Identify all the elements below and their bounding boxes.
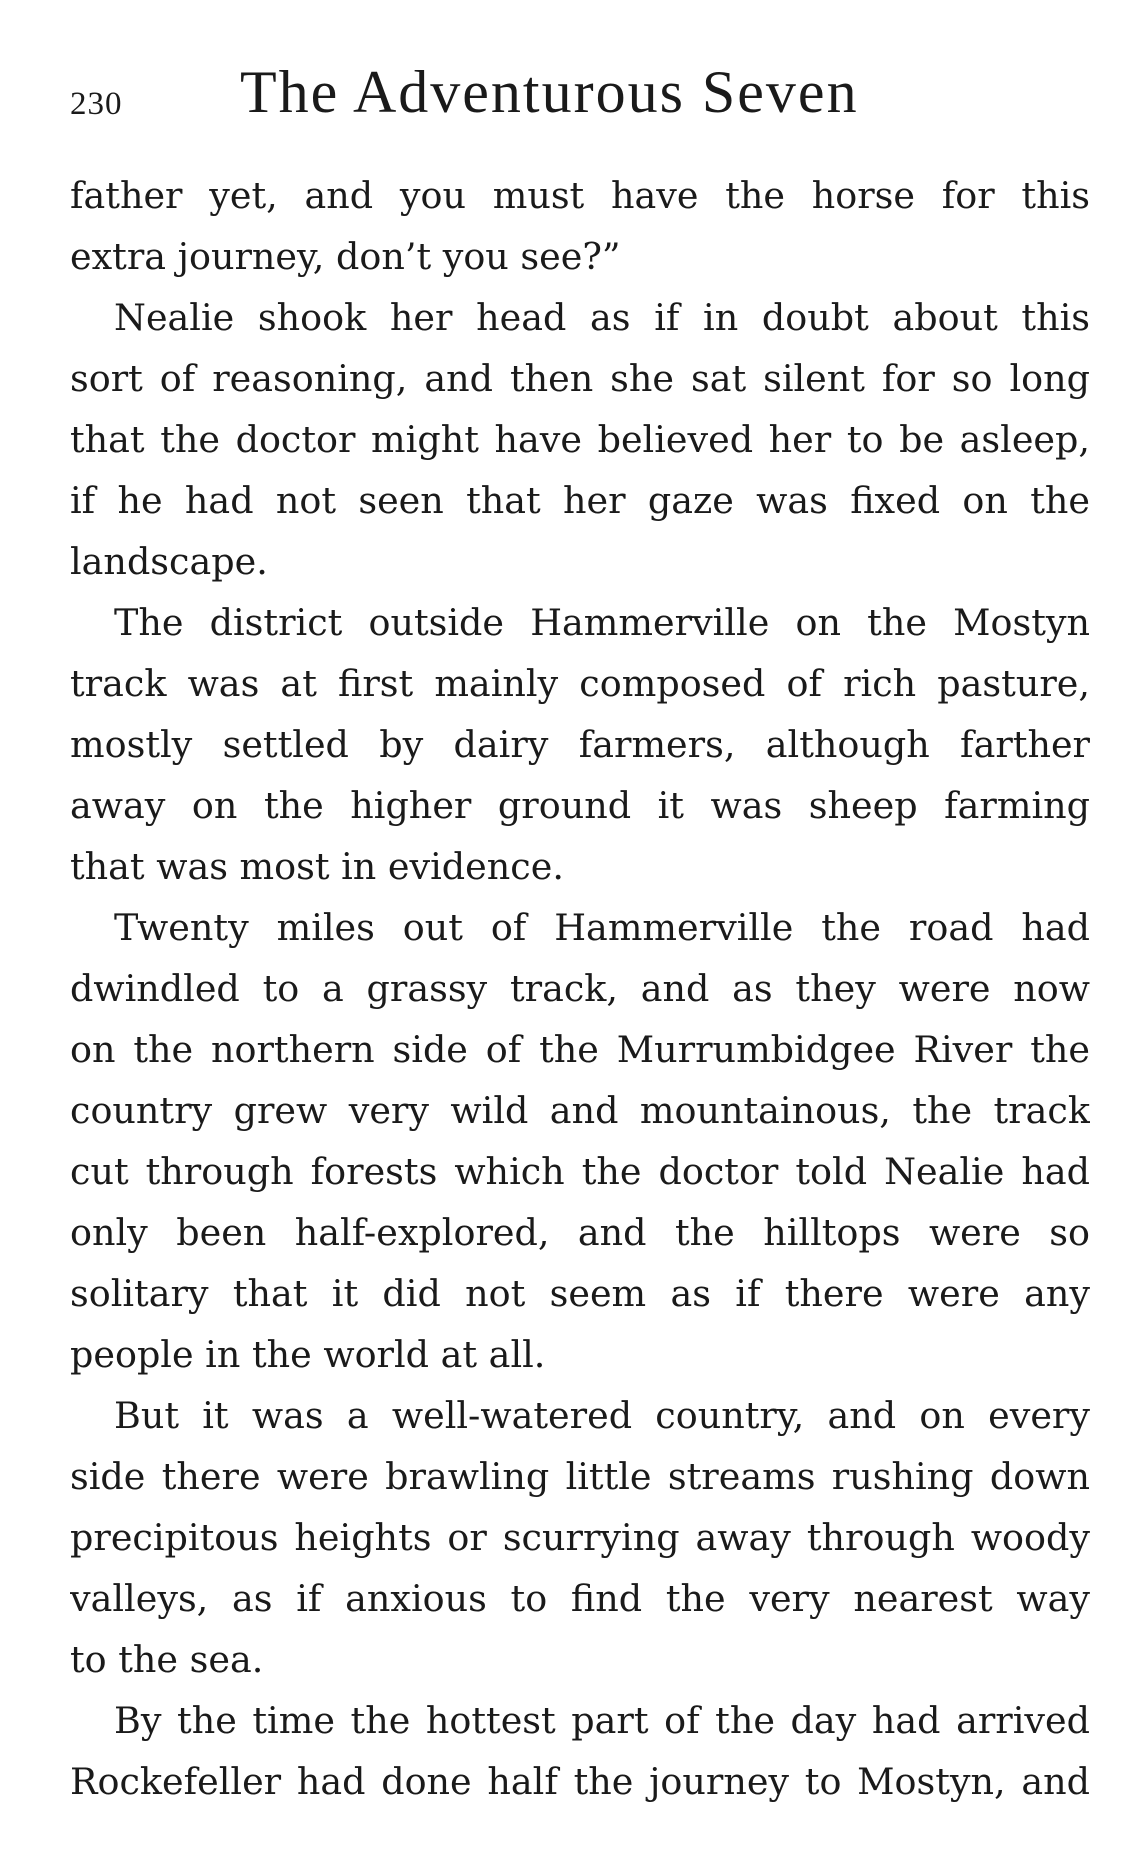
text-line: track was at first mainly composed of rich pasture, bbox=[70, 662, 1090, 705]
text-line: to the sea. bbox=[70, 1638, 264, 1681]
text-line: side there were brawling little streams rushing down bbox=[70, 1455, 1090, 1498]
text-line: landscape. bbox=[70, 540, 268, 583]
body-text bbox=[70, 165, 1090, 1812]
text-line: Twenty miles out of Hammerville the road had bbox=[114, 906, 1090, 949]
text-line: that the doctor might have believed her to be asleep, bbox=[70, 418, 1090, 461]
text-line: father yet, and you must have the horse for this bbox=[70, 174, 1090, 217]
running-title: The Adventurous Seven bbox=[240, 59, 859, 125]
text-line: away on the higher ground it was sheep farming bbox=[70, 784, 1090, 827]
text-line: mostly settled by dairy farmers, although farther bbox=[70, 723, 1090, 766]
text-line: extra journey, don’t you see?” bbox=[70, 235, 621, 278]
text-line: The district outside Hammerville on the Mostyn bbox=[114, 601, 1090, 644]
text-line: cut through forests which the doctor told Nealie had bbox=[70, 1150, 1090, 1193]
text-line: people in the world at all. bbox=[70, 1333, 546, 1376]
text-line: that was most in evidence. bbox=[70, 845, 564, 888]
text-line: if he had not seen that her gaze was fixed on the bbox=[70, 479, 1090, 522]
text-line: Rockefeller had done half the journey to Mostyn, and bbox=[70, 1760, 1090, 1803]
text-line: country grew very wild and mountainous, the track bbox=[70, 1089, 1090, 1132]
text-line: Nealie shook her head as if in doubt about this bbox=[114, 296, 1090, 339]
text-line: dwindled to a grassy track, and as they were now bbox=[70, 967, 1090, 1010]
text-line: on the northern side of the Murrumbidgee River the bbox=[70, 1028, 1090, 1071]
text-line: By the time the hottest part of the day had arrived bbox=[114, 1699, 1090, 1742]
text-line: only been half-explored, and the hilltops were so bbox=[70, 1211, 1090, 1254]
text-line: But it was a well-watered country, and on every bbox=[114, 1394, 1090, 1437]
text-line: valleys, as if anxious to find the very nearest way bbox=[70, 1577, 1090, 1620]
text-line: sort of reasoning, and then she sat silent for so long bbox=[70, 357, 1090, 400]
page-header bbox=[70, 58, 1090, 128]
text-line: precipitous heights or scurrying away through woody bbox=[70, 1516, 1090, 1559]
text-line: solitary that it did not seem as if there were any bbox=[70, 1272, 1090, 1315]
page-number: 230 bbox=[70, 86, 123, 122]
